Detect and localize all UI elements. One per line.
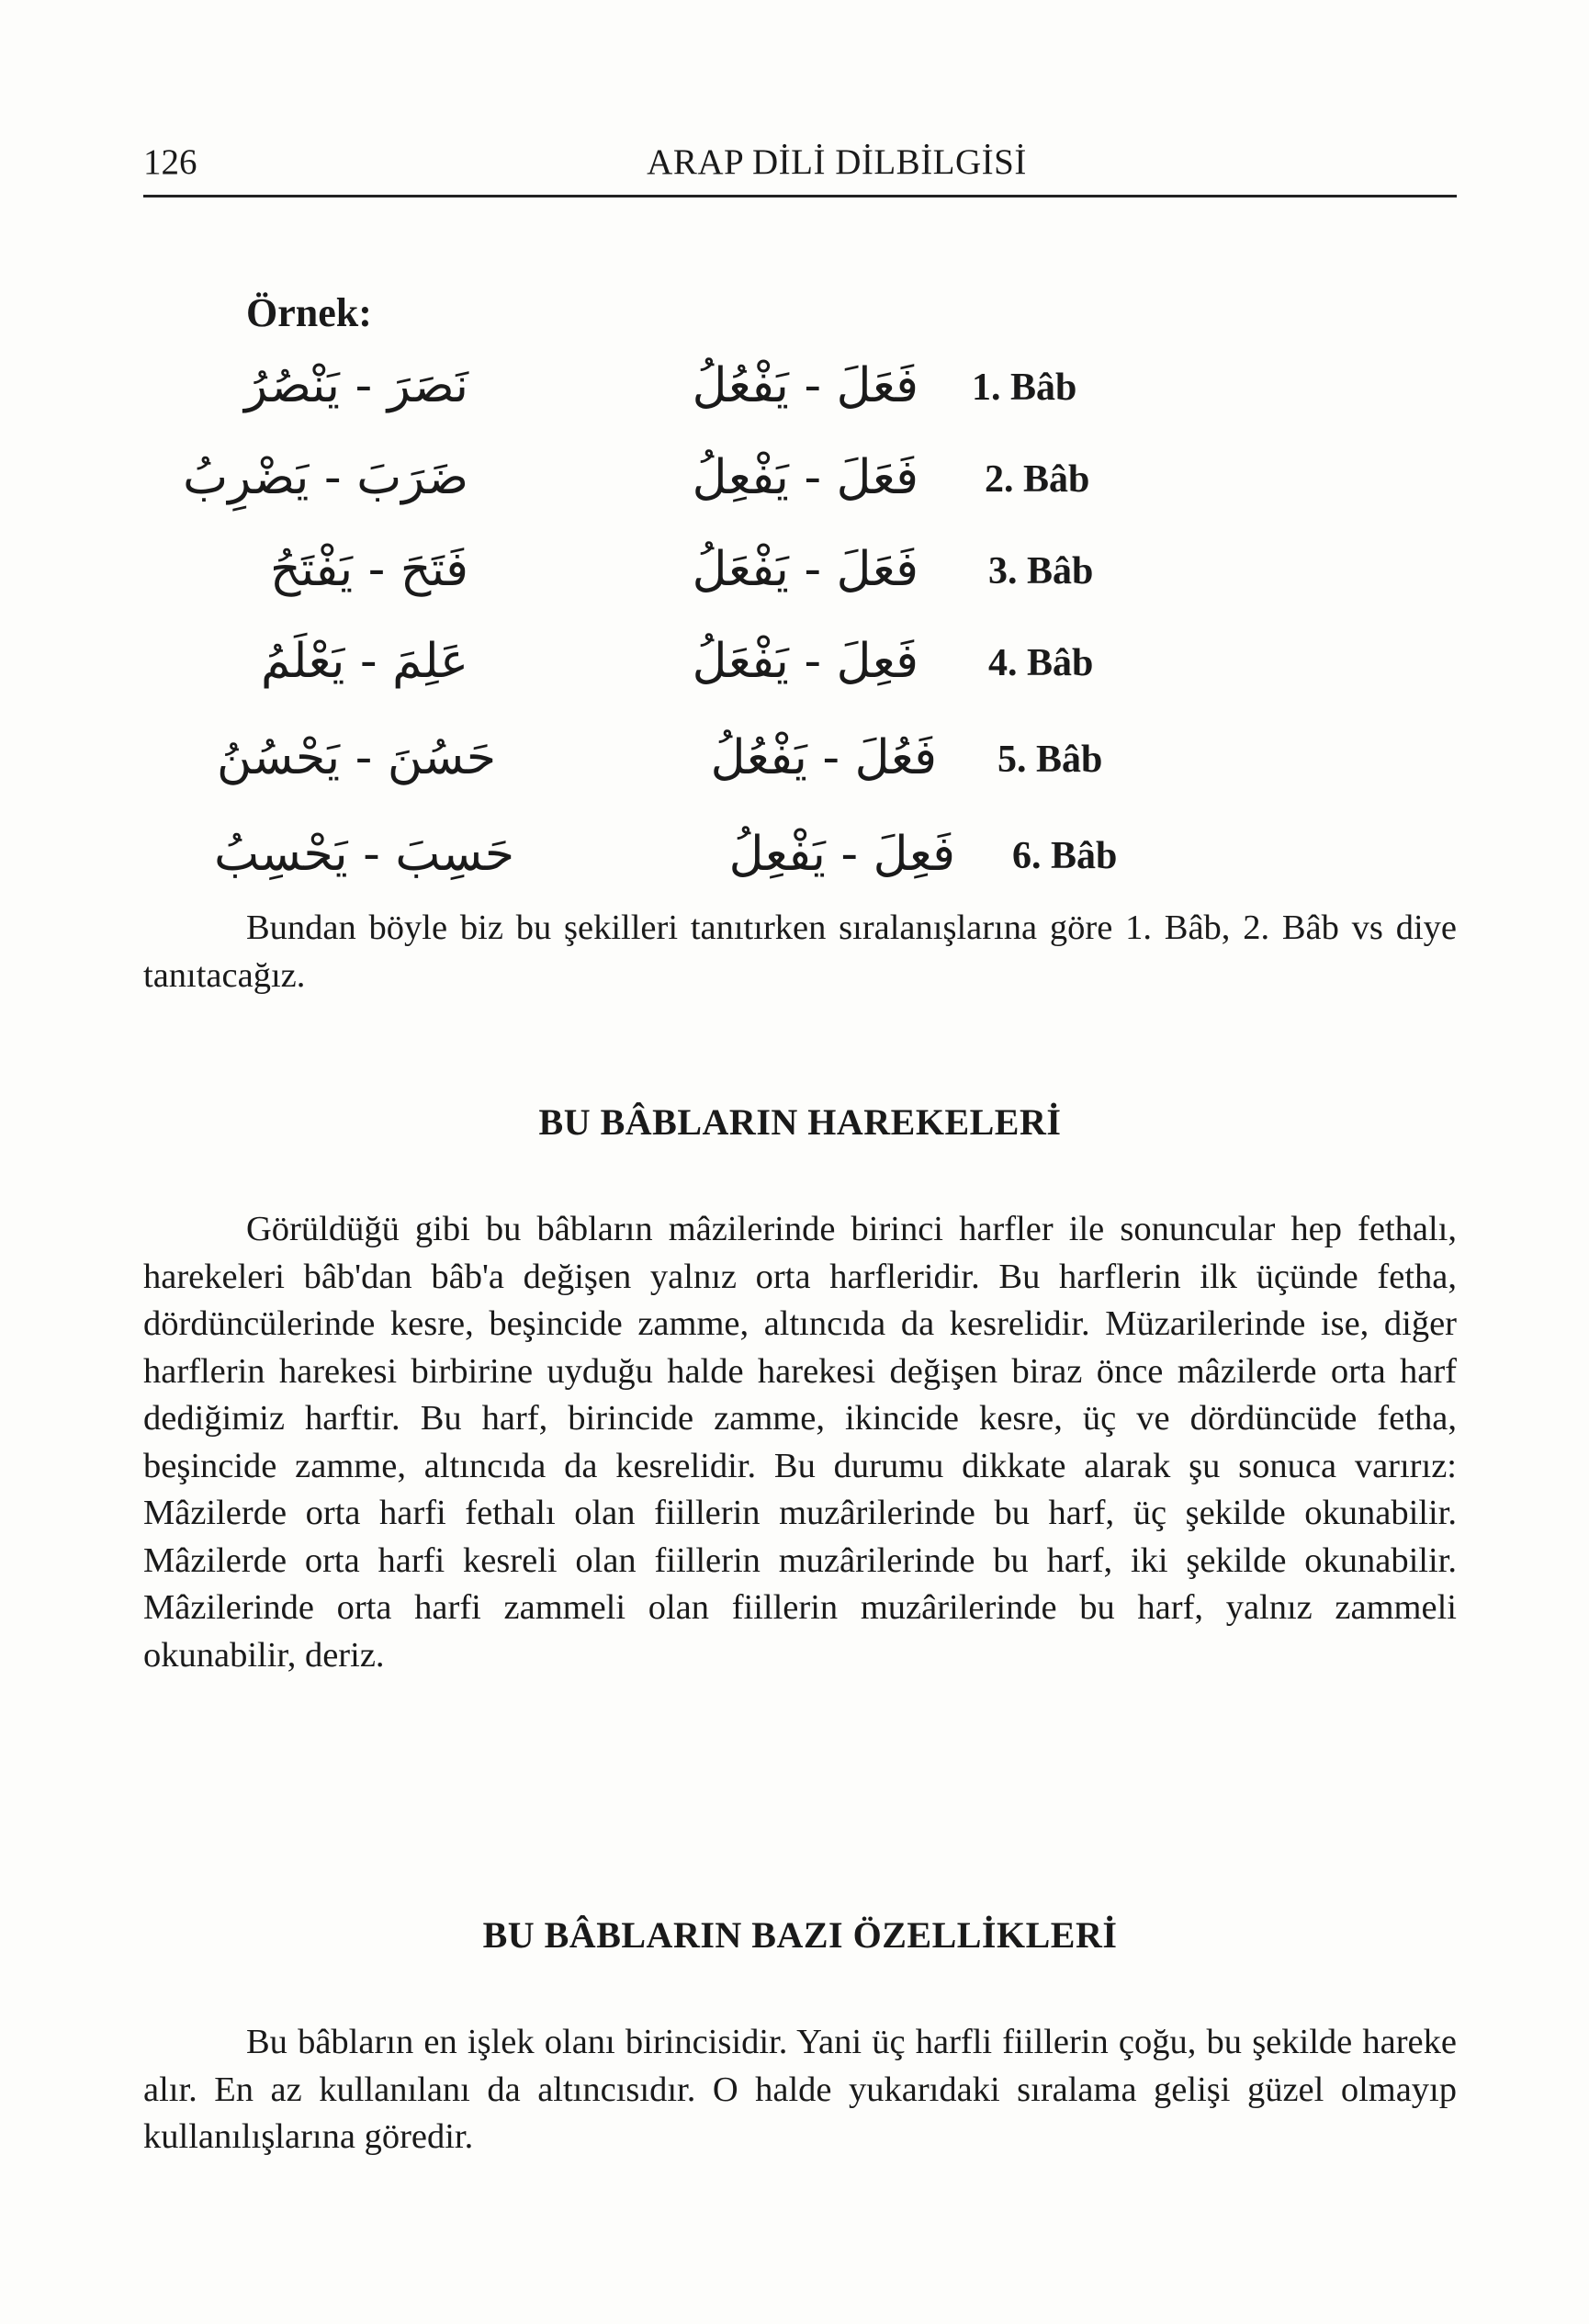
bab-example: حَسِبَ - يَحْسِبُ — [214, 827, 514, 882]
bab-example: فَتَحَ - يَفْتَحُ — [270, 542, 468, 597]
bab-label: 2. Bâb — [985, 458, 1090, 501]
running-title: ARAP DİLİ DİLBİLGİSİ — [647, 142, 1027, 182]
paragraph-text: Görüldüğü gibi bu bâbların mâzilerinde birinci harfler ile sonuncular hep fethalı, harekeleri bâb'dan bâb'a değişen yalnız orta harfleridir. Bu harflerin ilk üçünde fetha, dördüncülerinde kesre, beşincide zamme, altıncıda da kesrelidir. Müzarilerinde ise, diğer harflerin harekesi birbirine uyduğu halde harekesi değişen biraz önce mâzilerde orta harf dediğimiz harftir. Bu harf, birincide zamme, ikincide kesre, üç ve dördüncüde fetha, beşincide zamme, altıncıda da kesrelidir. Bu durumu dikkate alarak şu sonuca varırız: Mâzilerde orta harfi fethalı olan fiillerin muzârilerinde bu harf, üç şekilde okunabilir. Mâzilerde orta harfi kesreli olan fiillerin muzârilerinde bu harf, iki şekilde okunabilir. Mâzilerinde orta harfi zammeli olan fiillerin muzârilerinde bu harf, yalnız zammeli okunabilir, deriz. — [143, 1210, 1457, 1675]
bab-example: نَصَرَ - يَنْصُرُ — [243, 358, 468, 413]
bab-row-4 — [0, 634, 1589, 716]
bab-label: 3. Bâb — [988, 550, 1094, 592]
section-heading-harekeler: BU BÂBLARIN HAREKELERİ — [538, 1101, 1062, 1143]
bab-pattern: فَعِلَ - يَفْعَلُ — [692, 634, 918, 689]
bab-pattern: فَعِلَ - يَفْعِلُ — [728, 827, 955, 882]
bab-row-6 — [0, 827, 1589, 909]
bab-pattern: فَعَلَ - يَفْعِلُ — [692, 450, 918, 505]
harekeler-paragraph — [143, 1206, 1457, 1679]
intro-paragraph — [143, 905, 1457, 999]
bab-row-5 — [0, 730, 1589, 813]
bab-label: 6. Bâb — [1012, 835, 1118, 877]
bab-pattern: فَعُلَ - يَفْعُلُ — [710, 730, 937, 785]
example-label: Örnek: — [246, 290, 372, 335]
bab-label: 1. Bâb — [972, 367, 1077, 409]
bab-pattern: فَعَلَ - يَفْعَلُ — [692, 542, 918, 597]
bab-example: عَلِمَ - يَعْلَمُ — [260, 634, 468, 689]
section-heading-ozellikler: BU BÂBLARIN BAZI ÖZELLİKLERİ — [482, 1914, 1118, 1956]
paragraph-text: Bundan böyle biz bu şekilleri tanıtırken sıralanışlarına göre 1. Bâb, 2. Bâb vs diye tanıtacağız. — [143, 908, 1457, 995]
paragraph-text: Bu bâbların en işlek olanı birincisidir. Yani üç harfli fiillerin çoğu, bu şekilde hareke alır. En az kullanılanı da altıncısıdır. O halde yukarıdaki sıralama gelişi güzel olmayıp kullanılışlarına göredir. — [143, 2023, 1457, 2156]
bab-row-1 — [0, 358, 1589, 441]
bab-pattern: فَعَلَ - يَفْعُلُ — [692, 358, 918, 413]
page-number: 126 — [143, 142, 197, 182]
bab-example: حَسُنَ - يَحْسُنُ — [217, 730, 496, 785]
bab-label: 4. Bâb — [988, 642, 1094, 684]
bab-label: 5. Bâb — [997, 739, 1103, 781]
bab-row-2 — [0, 450, 1589, 533]
bab-example: ضَرَبَ - يَضْرِبُ — [183, 450, 468, 505]
page-header — [143, 138, 1457, 197]
bab-row-3 — [0, 542, 1589, 625]
ozellikler-paragraph — [143, 2019, 1457, 2161]
